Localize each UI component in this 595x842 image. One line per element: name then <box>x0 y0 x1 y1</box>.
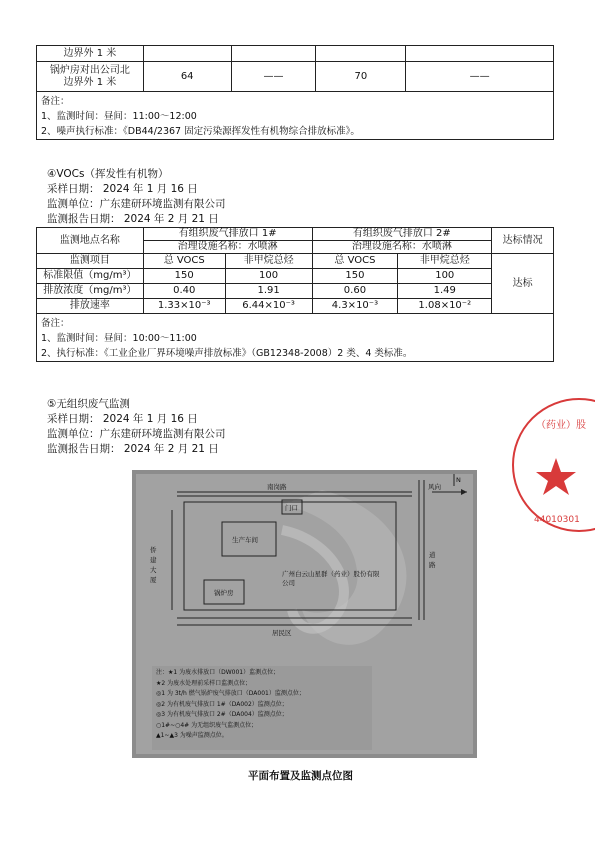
col-vocs-1: 总 VOCS <box>143 254 225 269</box>
map-boiler: 锅炉房 <box>214 589 234 597</box>
table-cell: 边界外 1 米 <box>37 46 144 62</box>
col-vocs-2: 总 VOCS <box>312 254 398 269</box>
table-note: 备注： 1、监测时间：昼间：10:00～11:00 2、执行标准：《工业企业厂界环境噪声排放标准》（GB12348-2008）2 类、4 类标准。 <box>37 314 554 362</box>
monitoring-unit: 监测单位：广东建研环境监测有限公司 <box>47 428 226 440</box>
table-cell: 锅炉房对出公司北 边界外 1 米 <box>37 62 144 92</box>
map-road-top: 南岗路 <box>267 483 287 491</box>
noise-results-table <box>36 45 554 140</box>
svg-text:44010301: 44010301 <box>534 515 580 525</box>
col-nmhc-1: 非甲烷总烃 <box>225 254 312 269</box>
header-outlet-2: 有组织废气排放口 2# <box>312 228 492 241</box>
table-note: 备注： 1、监测时间：昼间：11:00～12:00 2、噪声执行标准：《DB44/2367 固定污染源挥发性有机物综合排放标准》。 <box>37 92 554 140</box>
map-workshop: 生产车间 <box>232 536 258 544</box>
vocs-heading: ④VOCs（挥发性有机物） <box>47 168 169 180</box>
status-value: 达标 <box>492 254 554 314</box>
header-outlet-1: 有组织废气排放口 1# <box>143 228 312 241</box>
vocs-monitoring-unit: 监测单位：广东建研环境监测有限公司 <box>47 198 226 210</box>
vocs-table: 监测地点名称 有组织废气排放口 1# 有组织废气排放口 2# 达标情况 治理设施名称：水喷淋 治理设施名称：水喷淋 监测项目 总 VOCS 非甲烷总烃 总 VOCS 非甲烷总烃 达标 标准限值（mg/m³） 150 100 150 100 排放浓度（mg/m³） 0.40 1.91 0.60 1.49 排放速率 1.33×10⁻³ 6.44×10⁻³ 4.3×10⁻³ 1.08×10⁻² 备注： 1、监测时间：昼间：10:00～11:00 2、执行标准：《工业企业厂界环境噪声排放标准》（GB12348-2008）2 类、4 类标准。 <box>36 227 554 362</box>
site-map-image <box>132 470 477 758</box>
table-cell: 64 <box>143 62 231 92</box>
header-status: 达标情况 <box>492 228 554 254</box>
col-nmhc-2: 非甲烷总烃 <box>398 254 492 269</box>
header-item: 监测项目 <box>37 254 144 269</box>
facility-2: 治理设施名称：水喷淋 <box>312 241 492 254</box>
map-residential: 居民区 <box>272 629 292 637</box>
row-label: 排放浓度（mg/m³） <box>37 284 144 299</box>
vocs-sampling-date: 采样日期： 2024 年 1 月 16 日 <box>47 183 198 195</box>
map-wind: 风向 <box>428 483 441 491</box>
map-gate: 门口 <box>285 504 298 512</box>
svg-text:（药业）股: （药业）股 <box>536 420 586 431</box>
map-company: 广州白云山星群（药业）股份有限公司 <box>282 570 380 587</box>
table-cell: —— <box>231 62 316 92</box>
section-heading: ⑤无组织废气监测 <box>47 398 130 410</box>
facility-1: 治理设施名称：水喷淋 <box>143 241 312 254</box>
map-building-left: 侨建大厦 <box>150 546 157 584</box>
map-road-right: 道路 <box>429 551 436 569</box>
sampling-date: 采样日期： 2024 年 1 月 16 日 <box>47 413 198 425</box>
row-label: 标准限值（mg/m³） <box>37 269 144 284</box>
table-cell: 70 <box>316 62 406 92</box>
header-site: 监测地点名称 <box>37 228 144 254</box>
table-cell: —— <box>406 62 554 92</box>
vocs-report-date: 监测报告日期： 2024 年 2 月 21 日 <box>47 213 219 225</box>
row-label: 排放速率 <box>37 299 144 314</box>
map-north: N <box>456 476 461 484</box>
map-caption: 平面布置及监测点位图 <box>248 770 353 782</box>
map-legend: 注：★1 为废水排放口（DW001）监测点位； ★2 为废水处理前采样口监测点位； ◎1 为 3t/h 燃气锅炉废气排放口（DA001）监测点位； ◎2 为有机废气排放口 1#（DA002）监测点位； ◎3 为有机废气排放口 2#（DA004）监测点位； ○1#~○4# 为无组织废气监测点位； ▲1~▲3 为噪声监测点位。 <box>156 669 305 739</box>
report-date: 监测报告日期： 2024 年 2 月 21 日 <box>47 443 219 455</box>
company-seal <box>512 398 595 532</box>
